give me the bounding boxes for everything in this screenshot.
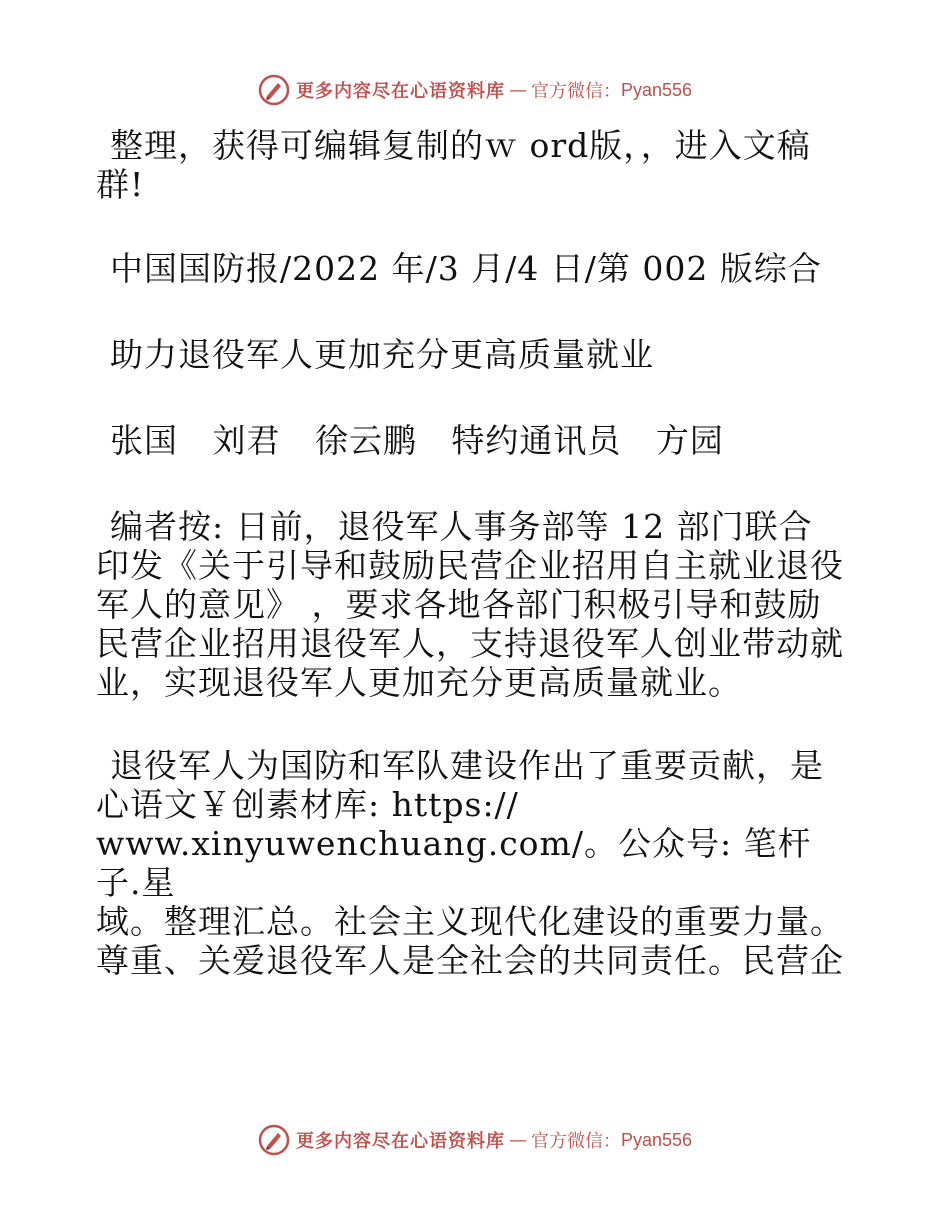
watermark-dash: — [508,79,527,101]
watermark-main-text: 更多内容尽在心语资料库 [295,81,505,102]
document-body [96,118,856,980]
body-paragraph [96,746,856,980]
pen-logo-icon [258,1124,290,1156]
text-line: 域。整理汇总。社会主义现代化建设的重要力量。 [96,902,844,941]
watermark-wechat-label: 官方微信： [530,81,621,102]
watermark-footer [0,1120,950,1160]
text-line: 业，实现退役军人更加充分更高质量就业。 [96,663,742,702]
watermark-header [0,70,950,110]
text-line: 整理，获得可编辑复制的ｗ ord版，，进入文稿 [110,126,811,165]
text-line: 心语文￥创素材库: https:// [96,785,519,824]
text-line: 尊重、关爱退役军人是全社会的共同责任。民营企 [96,941,844,980]
intro-paragraph [96,126,856,204]
text-line: 军人的意见》 ，要求各地各部门积极引导和鼓励 [96,585,822,624]
watermark-wechat-id: Pyan556 [620,79,693,100]
article-title: 助力退役军人更加充分更高质量就业 [110,335,654,374]
text-line: 群! [96,165,145,204]
source-line: 中国国防报/2022 年/3 月/4 日/第 002 版综合 [110,249,822,288]
text-line: www.xinyuwenchuang.com/。公众号: 笔杆子.星 [96,824,812,902]
editor-note-paragraph [96,507,856,702]
watermark-main-text: 更多内容尽在心语资料库 [295,1131,505,1152]
watermark-wechat-id: Pyan556 [620,1129,693,1150]
text-line: 印发《关于引导和鼓励民营企业招用自主就业退役 [96,546,844,585]
text-line: 民营企业招用退役军人，支持退役军人创业带动就 [96,624,844,663]
text-line: 退役军人为国防和军队建设作出了重要贡献，是 [110,746,824,785]
text-line: 编者按: 日前，退役军人事务部等 12 部门联合 [110,507,813,546]
pen-logo-icon [258,74,290,106]
watermark-wechat-label: 官方微信： [530,1131,621,1152]
watermark-dash: — [508,1129,527,1151]
author-line: 张国 刘君 徐云鹏 特约通讯员 方园 [110,421,724,460]
